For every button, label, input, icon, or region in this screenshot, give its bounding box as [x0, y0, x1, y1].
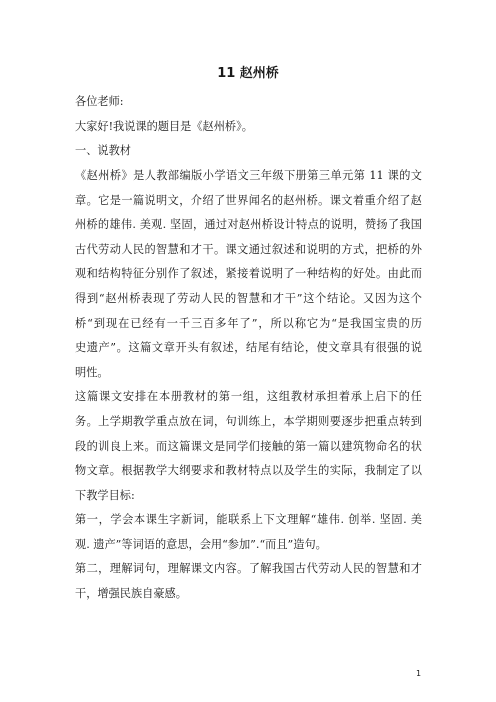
paragraph-line: 史遗产”。这篇文章开头有叙述，结尾有结论，使文章具有很强的说 [75, 341, 422, 354]
document-title: 11 赵州桥 [217, 66, 279, 81]
paragraph-line: 明性。 [75, 366, 109, 379]
greeting: 大家好!我说课的题目是《赵州桥》。 [75, 120, 253, 133]
paragraph-line: 《赵州桥》是人教部编版小学语文三年级下册第三单元第 11 课的文 [75, 169, 422, 182]
paragraph-line: 古代劳动人民的智慧和才干。课文通过叙述和说明的方式，把桥的外 [75, 243, 422, 256]
paragraph-line: 观和结构特征分别作了叙述，紧接着说明了一种结构的好处。由此而 [75, 267, 422, 280]
paragraph-line: 这篇课文安排在本册教材的第一组，这组教材承担着承上启下的任 [75, 390, 422, 403]
paragraph-line: 章。它是一篇说明文，介绍了世界闻名的赵州桥。课文着重介绍了赵 [75, 194, 422, 207]
salutation: 各位老师: [75, 95, 124, 108]
page-number: 1 [416, 669, 422, 678]
section-heading: 一、说教材 [75, 144, 131, 157]
paragraph-line: 务。上学期教学重点放在词，句训练上，本学期则要逐步把重点转到 [75, 415, 422, 428]
paragraph-line: 物文章。根据教学大纲要求和教材特点以及学生的实际，我制定了以 [75, 464, 422, 477]
paragraph-line: 段的训良上来。而这篇课文是同学们接触的第一篇以建筑物命名的状 [75, 440, 422, 453]
paragraph-line: 得到“赵州桥表现了劳动人民的智慧和才干”这个结论。又因为这个 [75, 292, 422, 305]
paragraph-line: 下教学目标: [75, 489, 135, 502]
paragraph-line: 桥“到现在已经有一千三百多年了”，所以称它为“是我国宝贵的历 [75, 317, 422, 330]
objective-line: 第二，理解词句，理解课文内容。了解我国古代劳动人民的智慧和才 [75, 562, 422, 575]
objective-line: 干，增强民族自豪感。 [75, 587, 187, 600]
objective-line: 第一，学会本课生字新词，能联系上下文理解“雄伟. 创举. 坚固. 美 [75, 513, 422, 526]
paragraph-line: 州桥的雄伟. 美观. 坚固，通过对赵州桥设计特点的说明，赞扬了我国 [75, 218, 422, 231]
objective-line: 观. 遗产”等词语的意思，会用“参加”.“而且”造句。 [75, 538, 327, 551]
